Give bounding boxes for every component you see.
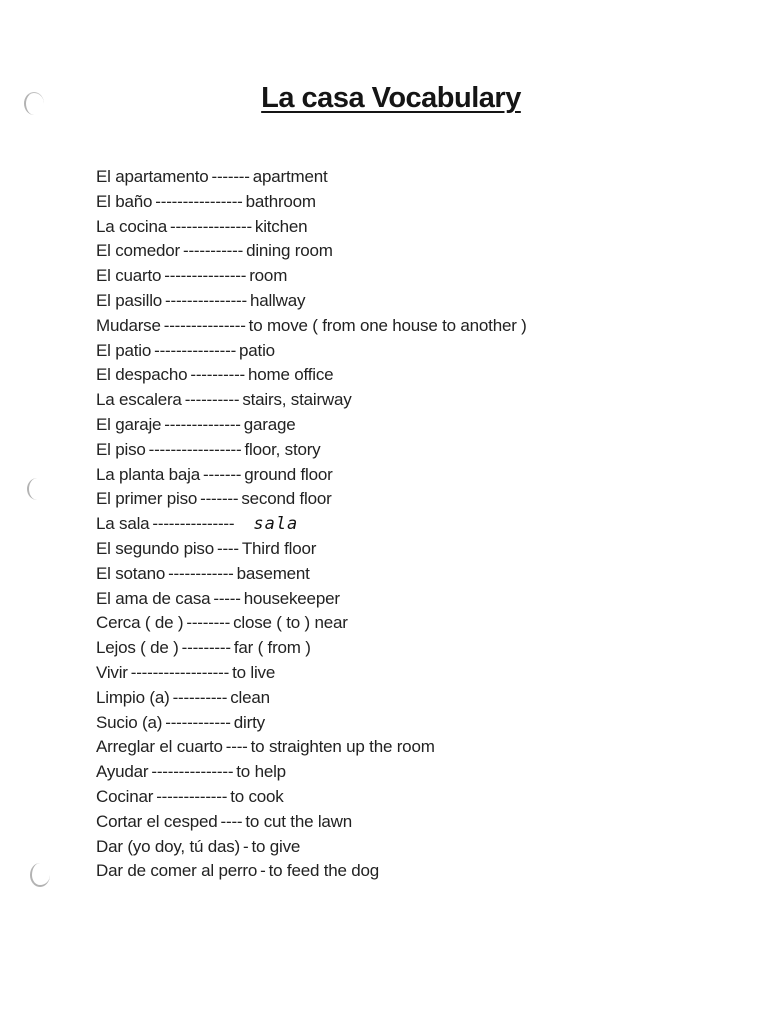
spanish-term: El garaje [96, 414, 162, 434]
spanish-term: Cortar el cesped [96, 811, 218, 831]
dash-separator: ----------- [182, 241, 244, 261]
spanish-term: La escalera [96, 390, 182, 410]
english-translation: to live [232, 662, 276, 682]
vocab-entry [96, 735, 527, 760]
vocab-entry [96, 239, 527, 264]
vocab-entry [96, 636, 527, 661]
dash-separator: ------------------ [130, 662, 230, 682]
english-translation: home office [248, 365, 334, 385]
english-translation: garage [243, 414, 296, 434]
dash-separator: ---- [216, 538, 239, 558]
spanish-term: El segundo piso [96, 538, 214, 558]
dash-separator: --------- [181, 638, 231, 658]
spanish-term: Ayudar [96, 762, 149, 782]
vocab-entry [96, 661, 527, 686]
dash-separator: -------------- [164, 414, 241, 434]
vocab-entry [96, 686, 527, 711]
vocab-entry [96, 289, 527, 314]
spanish-term: Cocinar [96, 786, 154, 806]
spanish-term: La sala [96, 514, 150, 534]
vocab-entry [96, 711, 527, 736]
english-translation: kitchen [254, 216, 308, 236]
vocab-entry [96, 363, 527, 388]
vocab-entry [96, 835, 527, 860]
dash-separator: - [243, 836, 249, 856]
vocab-entry [96, 413, 527, 438]
english-translation: far ( from ) [233, 638, 311, 658]
dash-separator: --------------- [164, 266, 247, 286]
english-translation: housekeeper [243, 588, 340, 608]
spanish-term: Limpio (a) [96, 687, 170, 707]
spanish-term: El despacho [96, 365, 188, 385]
dash-separator: ------------- [156, 786, 228, 806]
english-translation: to straighten up the room [250, 737, 435, 757]
spanish-term: Lejos ( de ) [96, 638, 179, 658]
spanish-term: Dar de comer al perro [96, 861, 258, 881]
dash-separator: ------- [203, 464, 242, 484]
english-translation: clean [230, 687, 270, 707]
english-translation: to move ( from one house to another ) [248, 315, 527, 335]
dash-separator: ---- [220, 811, 243, 831]
english-translation: Third floor [241, 538, 317, 558]
vocab-entry [96, 512, 527, 537]
spanish-term: El comedor [96, 241, 180, 261]
english-translation: ground floor [244, 464, 333, 484]
vocab-entry [96, 537, 527, 562]
dash-separator: --------------- [165, 290, 247, 310]
dash-separator: ------------ [168, 563, 234, 583]
vocab-entry [96, 487, 527, 512]
vocab-entry [96, 339, 527, 364]
dash-separator: --------------- [154, 340, 237, 360]
english-translation: basement [236, 563, 310, 583]
vocab-entry [96, 562, 527, 587]
spanish-term: Dar (yo doy, tú das) [96, 836, 241, 856]
spanish-term: La cocina [96, 216, 167, 236]
vocab-entry [96, 785, 527, 810]
dash-separator: - [260, 861, 266, 881]
dash-separator: ------------ [165, 712, 231, 732]
english-translation: close ( to ) near [233, 613, 348, 633]
page-title: La casa Vocabulary [261, 82, 521, 114]
english-translation: to give [251, 836, 301, 856]
english-translation: to cut the lawn [245, 811, 353, 831]
dash-separator: --------------- [169, 216, 252, 236]
english-translation: second floor [241, 489, 332, 509]
spanish-term: El cuarto [96, 266, 162, 286]
english-translation: sala [253, 514, 299, 535]
vocabulary-list [96, 165, 527, 884]
spanish-term: El primer piso [96, 489, 198, 509]
vocab-entry [96, 388, 527, 413]
vocab-entry [96, 810, 527, 835]
dash-separator: ----------------- [148, 439, 242, 459]
dash-separator: ---------------- [155, 191, 243, 211]
vocab-entry [96, 859, 527, 884]
vocab-entry [96, 463, 527, 488]
dash-separator: ----- [213, 588, 241, 608]
dash-separator: ------- [200, 489, 239, 509]
english-translation: stairs, stairway [242, 390, 352, 410]
dash-separator: ---- [225, 737, 248, 757]
vocab-entry [96, 438, 527, 463]
english-translation: hallway [249, 290, 306, 310]
dash-separator: ---------- [184, 390, 240, 410]
binder-hole-mark [30, 863, 50, 887]
spanish-term: El piso [96, 439, 146, 459]
spanish-term: El apartamento [96, 167, 209, 186]
dash-separator: -------- [186, 613, 231, 633]
dash-separator: --------------- [151, 762, 234, 782]
english-translation: dining room [246, 241, 333, 261]
english-translation: apartment [252, 167, 328, 186]
dash-separator: --------------- [152, 514, 235, 534]
english-translation: room [249, 266, 288, 286]
spanish-term: Vivir [96, 662, 128, 682]
vocab-entry [96, 190, 527, 215]
spanish-term: El ama de casa [96, 588, 211, 608]
english-translation: floor, story [244, 439, 321, 459]
spanish-term: El pasillo [96, 290, 163, 310]
spanish-term: El patio [96, 340, 152, 360]
spanish-term: Sucio (a) [96, 712, 163, 732]
spanish-term: Arreglar el cuarto [96, 737, 223, 757]
spanish-term: El baño [96, 191, 153, 211]
dash-separator: ---------- [172, 687, 228, 707]
spanish-term: El sotano [96, 563, 166, 583]
dash-separator: ------- [211, 167, 250, 186]
binder-hole-mark [27, 478, 47, 500]
vocab-entry [96, 314, 527, 339]
vocab-entry [96, 587, 527, 612]
spanish-term: Cerca ( de ) [96, 613, 184, 633]
vocab-entry [96, 215, 527, 240]
vocab-entry [96, 611, 527, 636]
vocab-entry [96, 165, 527, 190]
spanish-term: Mudarse [96, 315, 161, 335]
english-translation: dirty [233, 712, 265, 732]
dash-separator: --------------- [163, 315, 246, 335]
vocab-entry [96, 264, 527, 289]
spanish-term: La planta baja [96, 464, 201, 484]
english-translation: to help [236, 762, 286, 782]
english-translation: to feed the dog [268, 861, 380, 881]
dash-separator: ---------- [190, 365, 245, 385]
english-translation: patio [239, 340, 275, 360]
english-translation: to cook [230, 786, 284, 806]
vocab-entry [96, 760, 527, 785]
english-translation: bathroom [245, 191, 316, 211]
